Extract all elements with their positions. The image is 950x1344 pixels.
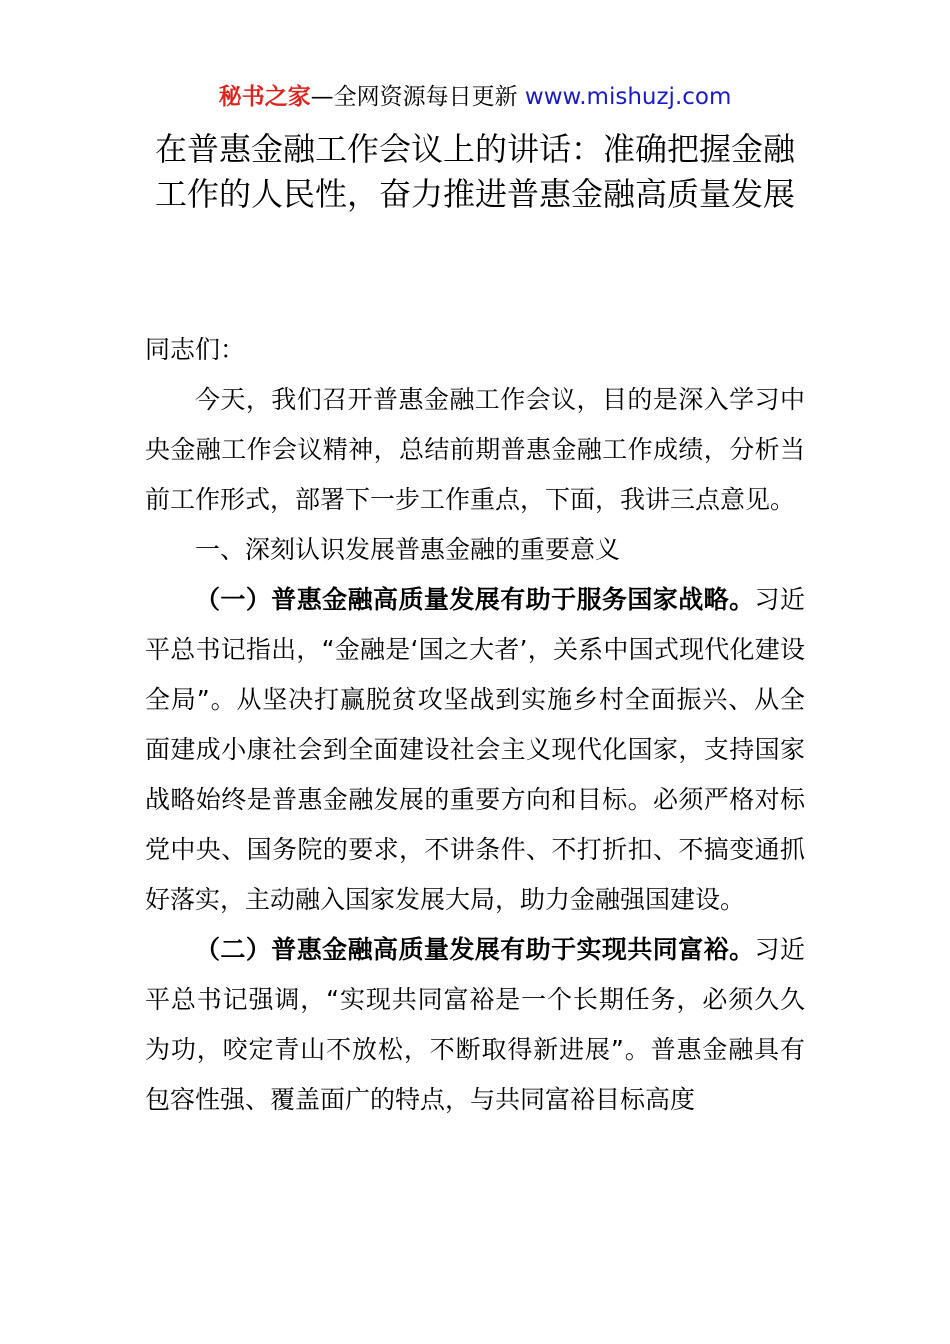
site-tagline: —全网资源每日更新 xyxy=(310,84,518,110)
point-1-text: 习近平总书记指出，“金融是‘国之大者’，关系中国式现代化建设全局”。从坚决打赢脱贫攻坚战到实施乡村全面振兴、从全面建成小康社会到全面建设社会主义现代化国家，支持国家战略始终是普惠金融发展的重要方向和目标。必须严格对标党中央、国务院的要求，不讲条件、不打折扣、不搞变通抓好落实，主动融入国家发展大局，助力金融强国建设。 xyxy=(145,585,805,914)
point-1-heading: （一）普惠金融高质量发展有助于服务国家战略。 xyxy=(195,585,755,614)
point-1-paragraph xyxy=(145,575,805,925)
point-2-paragraph xyxy=(145,925,805,1125)
site-url[interactable]: www.mishuzj.com xyxy=(524,84,732,110)
intro-paragraph: 今天，我们召开普惠金融工作会议，目的是深入学习中央金融工作会议精神，总结前期普惠金融工作成绩，分析当前工作形式，部署下一步工作重点，下面，我讲三点意见。 xyxy=(145,385,805,514)
document-body xyxy=(145,325,805,1125)
point-2-heading: （二）普惠金融高质量发展有助于实现共同富裕。 xyxy=(195,935,755,964)
salutation: 同志们： xyxy=(145,335,246,364)
document-title: 在普惠金融工作会议上的讲话：准确把握金融工作的人民性，奋力推进普惠金融高质量发展 xyxy=(154,130,795,213)
point-2-text: 习近平总书记强调，“实现共同富裕是一个长期任务，必须久久为功，咬定青山不放松，不断取得新进展”。普惠金融具有包容性强、覆盖面广的特点，与共同富裕目标高度 xyxy=(145,935,805,1114)
site-brand: 秘书之家 xyxy=(218,84,311,110)
site-header xyxy=(0,80,950,114)
section-heading: 一、深刻认识发展普惠金融的重要意义 xyxy=(195,535,621,564)
